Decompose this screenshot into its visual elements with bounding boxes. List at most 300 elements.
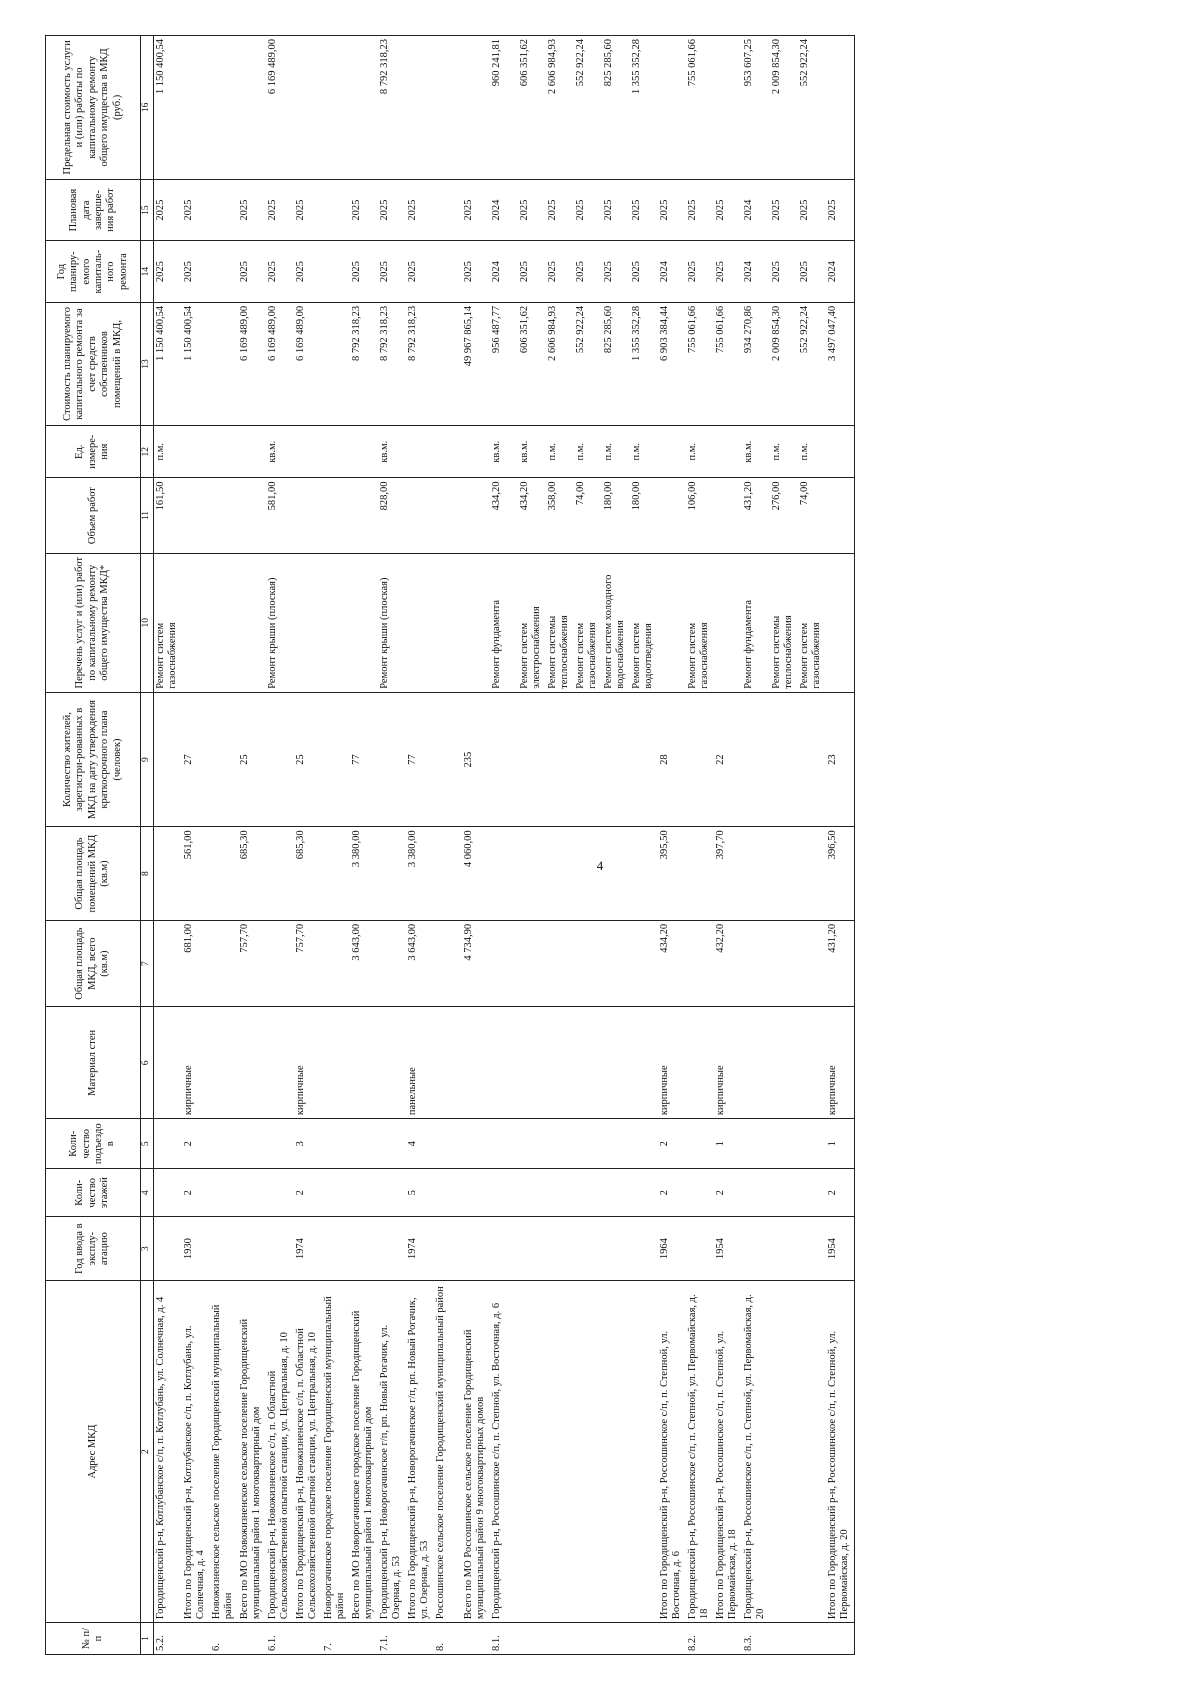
column-number-cell: 9 — [141, 692, 154, 827]
column-number-cell: 10 — [141, 553, 154, 692]
table-cell: 6 169 489,00 — [238, 302, 266, 425]
header-cell: Ед. измере-ния — [46, 426, 141, 478]
table-cell — [182, 553, 210, 692]
table-cell — [518, 692, 546, 827]
table-cell: п.м. — [686, 426, 714, 478]
table-cell: 1964 — [658, 1217, 686, 1281]
table-cell — [322, 1007, 350, 1119]
table-cell — [210, 302, 238, 425]
table-cell — [546, 920, 574, 1007]
table-cell: 3 380,00 — [406, 827, 434, 920]
table-cell: 2025 — [574, 241, 602, 303]
table-cell — [210, 553, 238, 692]
table-cell: 3 497 047,40 — [826, 302, 855, 425]
table-cell: 396,50 — [826, 827, 855, 920]
table-cell: 685,30 — [238, 827, 266, 920]
table-cell: Ремонт крыши (плоская) — [378, 553, 406, 692]
table-cell — [322, 692, 350, 827]
table-cell: 25 — [238, 692, 266, 827]
table-cell: 74,00 — [574, 478, 602, 553]
table-cell: 1 — [714, 1119, 742, 1169]
table-body — [154, 36, 855, 1655]
table-cell: 28 — [658, 692, 686, 827]
table-cell — [518, 1119, 546, 1169]
table-cell — [798, 827, 826, 920]
table-cell: 6 903 384,44 — [658, 302, 686, 425]
table-cell — [434, 36, 462, 180]
table-cell — [322, 36, 350, 180]
table-cell — [602, 1119, 630, 1169]
table-cell — [742, 920, 770, 1007]
table-cell — [490, 1217, 518, 1281]
table-cell — [518, 1281, 546, 1623]
table-cell — [210, 36, 238, 180]
table-cell: 8.1. — [490, 1623, 518, 1655]
table-cell — [742, 1169, 770, 1217]
table-cell: 2025 — [294, 179, 322, 241]
column-number-cell: 15 — [141, 179, 154, 241]
table-cell — [630, 1281, 658, 1623]
table-cell: 2025 — [350, 241, 378, 303]
table-cell: 6.1. — [266, 1623, 294, 1655]
table-cell: панельные — [406, 1007, 434, 1119]
table-cell — [518, 1217, 546, 1281]
table-cell — [630, 920, 658, 1007]
table-cell: 2025 — [462, 179, 490, 241]
header-row — [46, 36, 141, 1655]
table-cell: Городищенский р-н, Россошинское с/п, п. Степной, ул. Первомайская, д. 20 — [742, 1281, 770, 1623]
table-cell — [154, 827, 183, 920]
table-row — [770, 36, 798, 1655]
table-cell: 2025 — [686, 241, 714, 303]
table-cell: 431,20 — [742, 478, 770, 553]
table-cell: Ремонт систем водоотведения — [630, 553, 658, 692]
table-cell — [238, 1007, 266, 1119]
table-cell: 581,00 — [266, 478, 294, 553]
table-cell: 4 060,00 — [462, 827, 490, 920]
header-cell: Общая площадь помещений МКД (кв.м) — [46, 827, 141, 920]
table-cell — [826, 1623, 855, 1655]
table-row — [238, 36, 266, 1655]
table-cell: кв.м. — [378, 426, 406, 478]
table-row — [518, 36, 546, 1655]
table-cell: 934 270,86 — [742, 302, 770, 425]
table-cell — [154, 1119, 183, 1169]
table-cell — [462, 1217, 490, 1281]
table-cell — [798, 1007, 826, 1119]
table-cell: 2025 — [798, 179, 826, 241]
table-cell — [658, 426, 686, 478]
table-cell — [546, 692, 574, 827]
table-cell — [322, 920, 350, 1007]
table-row — [294, 36, 322, 1655]
table-cell — [266, 827, 294, 920]
column-number-cell: 11 — [141, 478, 154, 553]
table-cell: Итого по Городищенский р-н, Котлубанское с/п, п. Котлубань, ул. Солнечная, д. 4 — [182, 1281, 210, 1623]
table-cell: 4 — [406, 1119, 434, 1169]
table-cell — [154, 920, 183, 1007]
table-cell: 1930 — [182, 1217, 210, 1281]
table-cell: 2025 — [714, 241, 742, 303]
table-cell — [434, 553, 462, 692]
table-cell — [798, 920, 826, 1007]
table-cell — [798, 1281, 826, 1623]
table-cell — [602, 827, 630, 920]
table-cell — [490, 920, 518, 1007]
table-cell: 953 607,25 — [742, 36, 770, 180]
table-cell — [350, 1623, 378, 1655]
table-cell: 2025 — [518, 241, 546, 303]
table-cell — [434, 302, 462, 425]
table-cell — [322, 553, 350, 692]
table-cell: 2024 — [826, 241, 855, 303]
table-cell — [294, 478, 322, 553]
table-cell — [210, 827, 238, 920]
table-cell — [378, 692, 406, 827]
table-cell — [210, 426, 238, 478]
table-cell: Новожизненское сельское поселение Городищенский муниципальный район — [210, 1281, 238, 1623]
table-row — [798, 36, 826, 1655]
table-cell — [770, 1217, 798, 1281]
table-cell — [490, 827, 518, 920]
table-cell — [658, 553, 686, 692]
table-cell — [266, 1169, 294, 1217]
table-cell: 552 922,24 — [574, 36, 602, 180]
table-cell — [826, 426, 855, 478]
table-cell — [630, 1007, 658, 1119]
table-cell: 434,20 — [490, 478, 518, 553]
table-cell: 77 — [406, 692, 434, 827]
table-cell: Россошинское сельское поселение Городищенский муниципальный район — [434, 1281, 462, 1623]
table-row — [378, 36, 406, 1655]
table-cell: кирпичные — [826, 1007, 855, 1119]
column-number-cell: 12 — [141, 426, 154, 478]
table-cell — [266, 692, 294, 827]
table-cell: кв.м. — [742, 426, 770, 478]
table-cell: 2024 — [742, 179, 770, 241]
table-cell: 180,00 — [630, 478, 658, 553]
table-row — [630, 36, 658, 1655]
table-cell: Всего по МО Россошинское сельское поселение Городищенский муниципальный район 9 многоквартирных домов — [462, 1281, 490, 1623]
table-cell — [546, 1281, 574, 1623]
table-cell — [630, 692, 658, 827]
table-cell: 2 — [658, 1119, 686, 1169]
table-cell — [266, 920, 294, 1007]
table-cell — [322, 1169, 350, 1217]
table-cell: Ремонт систем газоснабжения — [154, 553, 183, 692]
table-cell — [154, 1169, 183, 1217]
table-cell — [322, 426, 350, 478]
table-cell: п.м. — [546, 426, 574, 478]
table-row — [210, 36, 238, 1655]
table-cell — [546, 1119, 574, 1169]
header-cell: Общая площадь МКД, всего (кв.м) — [46, 920, 141, 1007]
table-cell: 956 487,77 — [490, 302, 518, 425]
rotated-table-wrapper — [45, 35, 1175, 1655]
table-cell: 22 — [714, 692, 742, 827]
table-cell — [490, 1119, 518, 1169]
table-cell — [238, 553, 266, 692]
table-cell — [770, 692, 798, 827]
table-cell: кирпичные — [658, 1007, 686, 1119]
table-cell: Итого по Городищенский р-н, Новожизненское с/п, п. Областной Сельскохозяйственной опытной станции, ул. Центральная, д. 10 — [294, 1281, 322, 1623]
table-cell — [406, 478, 434, 553]
table-cell: 180,00 — [602, 478, 630, 553]
table-cell: 552 922,24 — [798, 36, 826, 180]
table-cell: 434,20 — [518, 478, 546, 553]
table-cell — [714, 553, 742, 692]
table-row — [434, 36, 462, 1655]
table-cell: 1 150 400,54 — [154, 36, 183, 180]
table-cell: 757,70 — [238, 920, 266, 1007]
table-cell — [238, 1169, 266, 1217]
table-row — [490, 36, 518, 1655]
table-cell: 395,50 — [658, 827, 686, 920]
table-cell — [238, 36, 266, 180]
table-cell — [350, 1007, 378, 1119]
table-row — [826, 36, 855, 1655]
table-cell: 755 061,66 — [686, 36, 714, 180]
table-cell: 27 — [182, 692, 210, 827]
column-number-cell: 14 — [141, 241, 154, 303]
table-row — [714, 36, 742, 1655]
table-cell: 2025 — [826, 179, 855, 241]
table-cell: 2025 — [378, 179, 406, 241]
table-cell — [434, 1169, 462, 1217]
table-cell: 1954 — [714, 1217, 742, 1281]
table-cell — [546, 1169, 574, 1217]
table-cell: Ремонт систем газоснабжения — [798, 553, 826, 692]
table-cell — [546, 827, 574, 920]
table-cell: 6. — [210, 1623, 238, 1655]
table-cell: 25 — [294, 692, 322, 827]
table-cell: 2 606 984,93 — [546, 302, 574, 425]
table-cell: 2025 — [154, 241, 183, 303]
table-cell: 2025 — [602, 179, 630, 241]
table-cell — [406, 36, 434, 180]
table-cell: 2025 — [378, 241, 406, 303]
column-number-cell: 16 — [141, 36, 154, 180]
table-cell: 2025 — [294, 241, 322, 303]
table-cell — [742, 692, 770, 827]
table-cell: 2 — [714, 1169, 742, 1217]
table-cell: 2025 — [266, 241, 294, 303]
table-cell: 8 792 318,23 — [406, 302, 434, 425]
table-cell — [686, 1169, 714, 1217]
table-cell — [770, 1119, 798, 1169]
table-cell: Ремонт систем газоснабжения — [686, 553, 714, 692]
table-cell — [434, 1007, 462, 1119]
column-number-cell: 5 — [141, 1119, 154, 1169]
table-row — [154, 36, 183, 1655]
table-cell: 8 792 318,23 — [350, 302, 378, 425]
table-cell: Ремонт крыши (плоская) — [266, 553, 294, 692]
table-cell — [406, 553, 434, 692]
table-cell — [434, 692, 462, 827]
table-cell: 960 241,81 — [490, 36, 518, 180]
table-cell — [630, 1623, 658, 1655]
table-cell — [770, 920, 798, 1007]
table-cell — [154, 1217, 183, 1281]
column-number-cell: 3 — [141, 1217, 154, 1281]
table-cell: 235 — [462, 692, 490, 827]
table-cell: 8.3. — [742, 1623, 770, 1655]
table-cell — [630, 827, 658, 920]
table-cell — [378, 1007, 406, 1119]
table-cell: 2025 — [546, 241, 574, 303]
table-cell: 2025 — [574, 179, 602, 241]
table-cell: Ремонт систем электроснабжения — [518, 553, 546, 692]
table-cell: 276,00 — [770, 478, 798, 553]
table-cell — [322, 1119, 350, 1169]
table-cell: 8.2. — [686, 1623, 714, 1655]
table-cell: 685,30 — [294, 827, 322, 920]
table-cell — [322, 179, 350, 241]
table-cell: кирпичные — [714, 1007, 742, 1119]
table-cell — [182, 36, 210, 180]
table-cell: 2 — [182, 1119, 210, 1169]
table-cell: Итого по Городищенский р-н, Россошинское с/п, п. Степной, ул. Восточная, д. 6 — [658, 1281, 686, 1623]
table-cell: 2025 — [714, 179, 742, 241]
header-cell: Плановая дата заверше-ния работ — [46, 179, 141, 241]
table-row — [266, 36, 294, 1655]
table-cell — [742, 827, 770, 920]
table-cell: 2025 — [350, 179, 378, 241]
column-number-cell: 6 — [141, 1007, 154, 1119]
table-cell: 7. — [322, 1623, 350, 1655]
table-cell: Итого по Городищенский р-н, Россошинское с/п, п. Степной, ул. Первомайская, д. 18 — [714, 1281, 742, 1623]
table-cell: 5.2. — [154, 1623, 183, 1655]
table-cell: Итого по Городищенский р-н, Россошинское с/п, п. Степной, ул. Первомайская, д. 20 — [826, 1281, 855, 1623]
table-cell: кирпичные — [182, 1007, 210, 1119]
table-cell — [602, 920, 630, 1007]
table-cell — [210, 692, 238, 827]
table-cell — [378, 920, 406, 1007]
table-cell — [686, 1119, 714, 1169]
table-cell — [266, 1119, 294, 1169]
table-cell — [434, 478, 462, 553]
table-cell — [686, 827, 714, 920]
table-cell — [686, 920, 714, 1007]
table-cell: Новорогачинское городское поселение Городищенский муниципальный район — [322, 1281, 350, 1623]
table-cell: 2025 — [238, 179, 266, 241]
table-cell — [574, 1007, 602, 1119]
table-cell: Ремонт фундамента — [490, 553, 518, 692]
table-cell — [238, 478, 266, 553]
table-cell — [462, 1007, 490, 1119]
table-cell — [238, 1623, 266, 1655]
header-cell: Коли-чество подъездо в — [46, 1119, 141, 1169]
table-cell: 2 — [658, 1169, 686, 1217]
table-cell: 4 734,90 — [462, 920, 490, 1007]
table-cell — [546, 1007, 574, 1119]
table-cell: Ремонт системы теплоснабжения — [546, 553, 574, 692]
table-cell: п.м. — [630, 426, 658, 478]
table-cell: 2025 — [238, 241, 266, 303]
table-cell — [462, 1119, 490, 1169]
table-cell — [350, 1169, 378, 1217]
table-cell — [686, 1217, 714, 1281]
table-cell — [630, 1217, 658, 1281]
table-cell — [294, 36, 322, 180]
table-cell: 2025 — [518, 179, 546, 241]
table-cell — [742, 1217, 770, 1281]
table-cell: Всего по МО Новожизненское сельское поселение Городищенский муниципальный район 1 многоквартирный дом — [238, 1281, 266, 1623]
table-cell: 3 643,00 — [350, 920, 378, 1007]
table-row — [406, 36, 434, 1655]
table-cell — [518, 827, 546, 920]
table-cell: 1974 — [406, 1217, 434, 1281]
table-row — [322, 36, 350, 1655]
table-cell: Ремонт системы теплоснабжения — [770, 553, 798, 692]
table-cell: Городищенский р-н, Новожизненское с/п, п. Областной Сельскохозяйственной опытной станции, ул. Центральная, д. 10 — [266, 1281, 294, 1623]
header-cell: Год ввода в эксплу-атацию — [46, 1217, 141, 1281]
table-cell: 106,00 — [686, 478, 714, 553]
table-cell — [210, 1169, 238, 1217]
table-cell: 161,50 — [154, 478, 183, 553]
table-cell: 2025 — [406, 179, 434, 241]
table-cell — [602, 692, 630, 827]
table-cell — [630, 1119, 658, 1169]
table-cell: 2025 — [182, 241, 210, 303]
table-cell — [658, 478, 686, 553]
table-cell — [826, 553, 855, 692]
table-cell — [826, 478, 855, 553]
table-cell: Городищенский р-н, Новорогачинское г/п, рп. Новый Рогачик, ул. Озерная, д. 53 — [378, 1281, 406, 1623]
table-cell: 552 922,24 — [574, 302, 602, 425]
table-cell: 2025 — [406, 241, 434, 303]
table-cell: 397,70 — [714, 827, 742, 920]
table-row — [546, 36, 574, 1655]
table-cell: 77 — [350, 692, 378, 827]
table-cell — [154, 1007, 183, 1119]
table-cell — [462, 36, 490, 180]
table-cell: 2025 — [462, 241, 490, 303]
table-cell: 2024 — [490, 179, 518, 241]
table-row — [182, 36, 210, 1655]
column-number-cell: 2 — [141, 1281, 154, 1623]
table-cell — [434, 827, 462, 920]
table-cell — [350, 1119, 378, 1169]
table-cell — [574, 1217, 602, 1281]
table-cell — [378, 1119, 406, 1169]
table-cell: п.м. — [154, 426, 183, 478]
column-number-cell: 8 — [141, 827, 154, 920]
table-cell — [238, 426, 266, 478]
table-cell — [210, 1119, 238, 1169]
table-cell — [210, 241, 238, 303]
table-cell — [574, 1119, 602, 1169]
table-cell: Ремонт систем газоснабжения — [574, 553, 602, 692]
table-cell — [462, 426, 490, 478]
table-cell — [434, 1217, 462, 1281]
table-cell — [714, 478, 742, 553]
table-cell — [798, 1119, 826, 1169]
table-cell: 757,70 — [294, 920, 322, 1007]
table-cell: п.м. — [602, 426, 630, 478]
table-cell: 2025 — [798, 241, 826, 303]
table-cell — [602, 1623, 630, 1655]
table-cell — [266, 1217, 294, 1281]
table-cell: Итого по Городищенский р-н, Новорогачинское г/п, рп. Новый Рогачик, ул. Озерная, д. 53 — [406, 1281, 434, 1623]
table-cell — [238, 1217, 266, 1281]
table-cell — [462, 1169, 490, 1217]
table-cell: 2025 — [630, 241, 658, 303]
table-cell — [210, 1217, 238, 1281]
table-cell — [602, 1281, 630, 1623]
table-cell: 6 169 489,00 — [266, 36, 294, 180]
table-cell: 2 — [182, 1169, 210, 1217]
